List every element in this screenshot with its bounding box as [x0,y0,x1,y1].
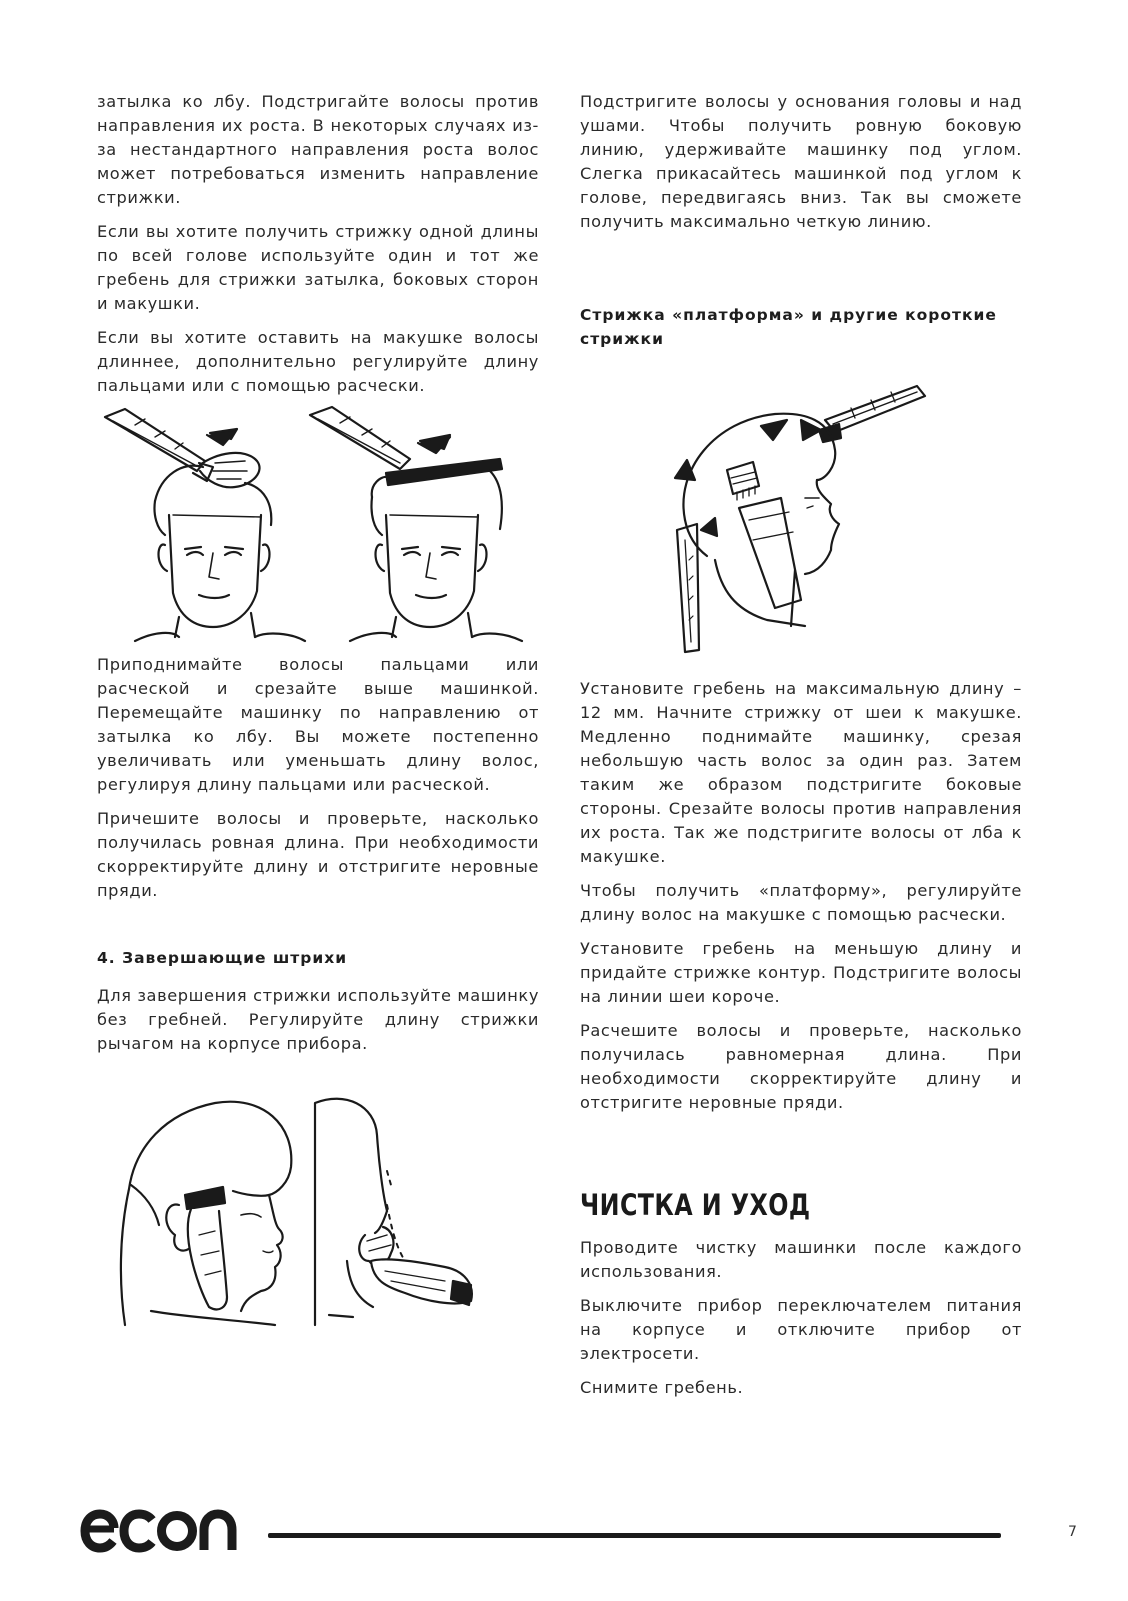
left-column-middle [97,653,539,913]
left-column-finishing [97,946,539,1066]
paragraph: Причешите волосы и проверьте, насколько получилась ровная длина. При необходимости скорректируйте длину и отстригите неровные пряди. [97,809,539,900]
paragraph: Расчешите волосы и проверьте, насколько получилась равномерная длина. При необходимости скорректируйте длину и отстригите неровные пряди. [580,1021,1022,1112]
finishing-touches-illustration [115,1085,515,1330]
footer-divider [268,1533,1001,1538]
right-column-cleaning [580,1188,1022,1410]
haircut-fingers-illustration [95,405,545,645]
paragraph: Проводите чистку машинки после каждого использования. [580,1238,1022,1281]
paragraph: Установите гребень на меньшую длину и придайте стрижке контур. Подстригите волосы на линии шеи короче. [580,939,1022,1006]
paragraph: затылка ко лбу. Подстригайте волосы против направления их роста. В некоторых случаях из-за нестандартного направления роста волос может потребоваться изменить направление стрижки. [97,92,539,207]
paragraph: Если вы хотите оставить на макушке волосы длиннее, дополнительно регулируйте длину пальцами или с помощью расчески. [97,328,539,395]
heading-platform: Стрижка «платформа» и другие короткие стрижки [580,306,997,348]
right-column-middle [580,677,1022,1125]
heading-finishing: 4. Завершающие штрихи [97,949,348,967]
paragraph: Снимите гребень. [580,1378,744,1397]
paragraph: Для завершения стрижки используйте машинку без гребней. Регулируйте длину стрижки рычагом на корпусе прибора. [97,986,539,1053]
paragraph: Приподнимайте волосы пальцами или расческой и срезайте выше машинкой. Перемещайте машинку по направлению от затылка ко лбу. Вы можете постепенно увеличивать или уменьшать длину волос, регулируя длину пальцами или расческой. [97,655,539,794]
paragraph: Чтобы получить «платформу», регулируйте длину волос на макушке с помощью расчески. [580,881,1022,924]
paragraph: Выключите прибор переключателем питания на корпусе и отключите прибор от электросети. [580,1296,1022,1363]
platform-haircut-illustration [655,380,975,660]
page-number: 7 [1068,1524,1077,1540]
paragraph: Если вы хотите получить стрижку одной длины по всей голове используйте один и тот же гребень для стрижки затылка, боковых сторон и макушки. [97,222,539,313]
logo-text [240,1508,241,1509]
right-column [580,90,1022,244]
econ-logo [80,1508,240,1560]
right-column-platform-heading [580,303,1022,351]
paragraph: Установите гребень на максимальную длину – 12 мм. Начните стрижку от шеи к макушке. Медленно поднимайте машинку, срезая небольшую часть волос за один раз. Затем таким же образом подстригите боковые стороны. Срезайте волосы против направления их роста. Так же подстригите волосы от лба к макушке. [580,679,1022,866]
paragraph: Подстригите волосы у основания головы и над ушами. Чтобы получить ровную боковую линию, удерживайте машинку под углом. Слегка прикасайтесь машинкой под углом к голове, передвигаясь вниз. Так вы сможете получить максимально четкую линию. [580,92,1022,231]
section-title: ЧИСТКА И УХОД [580,1188,811,1222]
left-column [97,90,539,408]
